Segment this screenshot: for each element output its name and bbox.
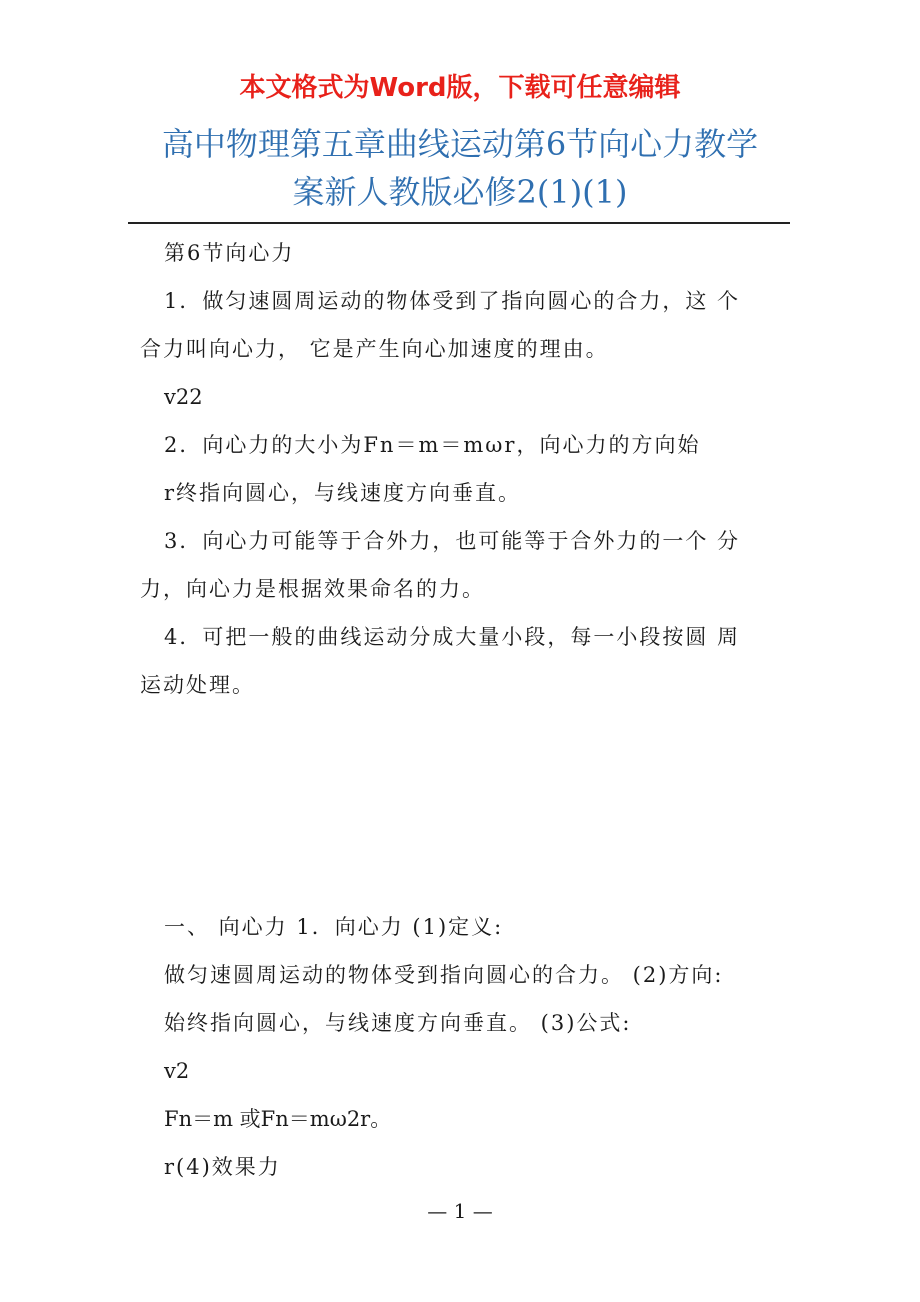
paragraph-line: 1．做匀速圆周运动的物体受到了指向圆心的合力，这 个 bbox=[164, 289, 741, 313]
paragraph-line: 合力叫向心力， 它是产生向心加速度的理由。 bbox=[140, 337, 609, 361]
formula-fragment: v2 bbox=[164, 1059, 190, 1083]
title-line-2: 案新人教版必修2(1)(1) bbox=[292, 173, 628, 211]
formula-line: Fn＝m 或Fn＝mω2r。 bbox=[164, 1107, 392, 1131]
paragraph-line: 力，向心力是根据效果命名的力。 bbox=[140, 577, 485, 601]
paragraph-line: r终指向圆心，与线速度方向垂直。 bbox=[164, 481, 522, 505]
paragraph-line: 始终指向圆心，与线速度方向垂直。 (3)公式: bbox=[164, 1011, 632, 1035]
paragraph-line: 4．可把一般的曲线运动分成大量小段，每一小段按圆 周 bbox=[164, 625, 741, 649]
paragraph-line: r(4)效果力 bbox=[164, 1155, 281, 1179]
paragraph-line: 3．向心力可能等于合外力，也可能等于合外力的一个 分 bbox=[164, 529, 741, 553]
document-title bbox=[100, 120, 820, 216]
paragraph-line: 2．向心力的大小为Fn＝m＝mωr，向心力的方向始 bbox=[164, 433, 701, 457]
format-banner: 本文格式为Word版，下载可任意编辑 bbox=[239, 73, 681, 103]
title-line-1: 高中物理第五章曲线运动第6节向心力教学 bbox=[161, 125, 759, 163]
page-number: — 1 — bbox=[427, 1199, 493, 1223]
paragraph-line: 做匀速圆周运动的物体受到指向圆心的合力。 (2)方向: bbox=[164, 963, 724, 987]
section-heading: 第6节向心力 bbox=[164, 241, 295, 265]
paragraph-line: 运动处理。 bbox=[140, 673, 255, 697]
formula-fragment: v22 bbox=[164, 385, 203, 409]
title-divider bbox=[128, 222, 790, 224]
subsection-heading: 一、 向心力 1．向心力 (1)定义: bbox=[164, 915, 504, 939]
